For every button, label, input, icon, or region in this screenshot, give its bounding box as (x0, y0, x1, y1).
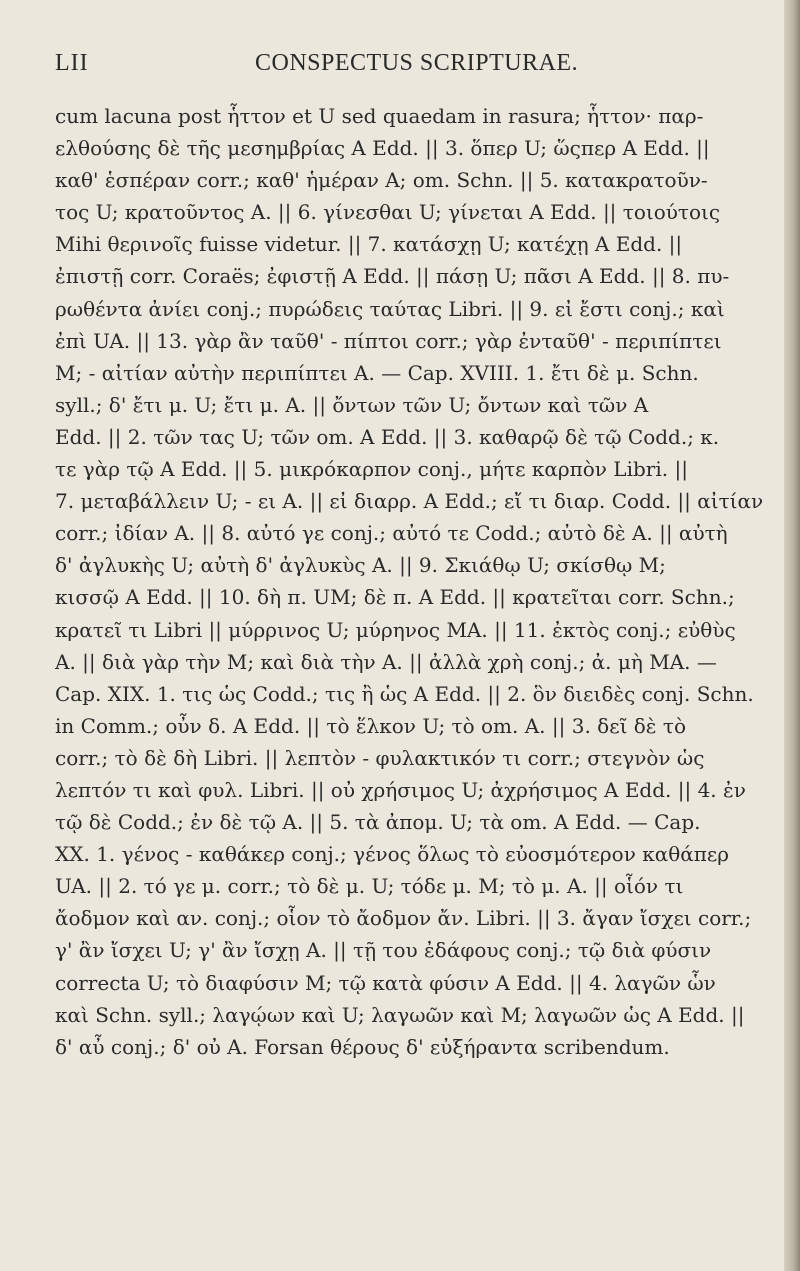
text-line: κισσῷ A Edd. || 10. δὴ π. UM; δὲ π. A Edd. || κρατεῖται corr. Schn.; (55, 585, 735, 610)
text-line: A. || διὰ γὰρ τὴν M; καὶ διὰ τὴν A. || ἀλλὰ χρὴ conj.; ἀ. μὴ MA. — (55, 649, 717, 674)
text-line: correcta U; τὸ διαφύσιν M; τῷ κατὰ φύσιν A Edd. || 4. λαγῶν ὧν (55, 970, 716, 995)
text-line: τῷ δὲ Codd.; ἐν δὲ τῷ A. || 5. τὰ ἀπομ. U; τὰ om. A Edd. — Cap. (55, 810, 701, 835)
text-line: 7. μεταβάλλειν U; - ει A. || εἰ διαρρ. A Edd.; εἴ τι διαρ. Codd. || αἰτίαν (55, 489, 764, 514)
text-line: corr.; τὸ δὲ δὴ Libri. || λεπτὸν - φυλακτικόν τι corr.; στεγνὸν ὡς (55, 745, 705, 770)
text-line: Cap. XIX. 1. τις ὡς Codd.; τις ἢ ὡς A Edd. || 2. ὃν διειδὲς conj. Schn. (55, 681, 754, 706)
text-line: ρωθέντα ἀνίει conj.; πυρώδεις ταύτας Libri. || 9. εἰ ἔστι conj.; καὶ (55, 296, 725, 321)
text-line: γ' ἂν ἴσχει U; γ' ἂν ἴσχῃ A. || τῇ του ἐδάφους conj.; τῷ διὰ φύσιν (55, 938, 712, 963)
running-title: CONSPECTUS SCRIPTURAE. (255, 50, 579, 76)
text-line: Mihi θερινοῖς fuisse videtur. || 7. κατάσχῃ U; κατέχῃ A Edd. || (55, 232, 683, 257)
text-line: XX. 1. γένος - καθάκερ conj.; γένος ὅλως τὸ εὐοσμότερον καθάπερ (55, 842, 730, 867)
text-line: Edd. || 2. τῶν τας U; τῶν om. A Edd. || 3. καθαρῷ δὲ τῷ Codd.; κ. (55, 424, 720, 449)
text-line: M; - αἰτίαν αὐτὴν περιπίπτει A. — Cap. XVIII. 1. ἔτι δὲ μ. Schn. (55, 360, 699, 385)
page-header (55, 50, 755, 84)
text-line: ἄοδμον καὶ αν. conj.; οἷον τὸ ἄοδμον ἄν. Libri. || 3. ἄγαν ἴσχει corr.; (55, 906, 752, 931)
critical-apparatus-text (55, 100, 790, 1063)
text-line: corr.; ἰδίαν A. || 8. αὐτό γε conj.; αὐτό τε Codd.; αὐτὸ δὲ A. || αὐτὴ (55, 521, 728, 546)
text-line: δ' αὖ conj.; δ' οὐ A. Forsan θέρους δ' εὐξήραντα scribendum. (55, 1034, 670, 1059)
text-line: UA. || 2. τό γε μ. corr.; τὸ δὲ μ. U; τόδε μ. M; τὸ μ. A. || οἷόν τι (55, 874, 684, 899)
text-line: καθ' ἑσπέραν corr.; καθ' ἡμέραν A; om. Schn. || 5. κατακρατοῦν- (55, 168, 708, 193)
text-line: syll.; δ' ἔτι μ. U; ἔτι μ. A. || ὄντων τῶν U; ὄντων καὶ τῶν A (55, 392, 649, 417)
text-line: ελθούσης δὲ τῆς μεσημβρίας A Edd. || 3. ὅπερ U; ὥςπερ A Edd. || (55, 136, 710, 161)
text-line: λεπτόν τι καὶ φυλ. Libri. || οὐ χρήσιμος U; ἀχρήσιμος A Edd. || 4. ἐν (55, 777, 746, 802)
text-line: in Comm.; οὖν δ. A Edd. || τὸ ἕλκον U; τὸ om. A. || 3. δεῖ δὲ τὸ (55, 713, 687, 738)
page-number: LII (55, 50, 89, 76)
text-line: δ' ἀγλυκὴς U; αὐτὴ δ' ἀγλυκὺς A. || 9. Σκιάθῳ U; σκίσθῳ M; (55, 553, 666, 578)
text-line: cum lacuna post ἧττον et U sed quaedam in rasura; ἧττον· παρ- (55, 104, 704, 128)
page-edge-shadow (784, 0, 800, 1271)
text-line: τος U; κρατοῦντος A. || 6. γίνεσθαι U; γίνεται A Edd. || τοιούτοις (55, 200, 721, 225)
text-line: ἐπὶ UA. || 13. γὰρ ἂν ταῦθ' - πίπτοι corr.; γὰρ ἐνταῦθ' - περιπίπτει (55, 328, 722, 353)
text-line: ἐπιστῇ corr. Coraës; ἐφιστῇ A Edd. || πάσῃ U; πᾶσι A Edd. || 8. πυ- (55, 264, 730, 289)
text-line: κρατεῖ τι Libri || μύρρινος U; μύρηνος MA. || 11. ἐκτὸς conj.; εὐθὺς (55, 617, 736, 642)
text-line: τε γὰρ τῷ A Edd. || 5. μικρόκαρπον conj., μήτε καρπὸν Libri. || (55, 457, 688, 482)
text-line: καὶ Schn. syll.; λαγῴων καὶ U; λαγωῶν καὶ M; λαγωῶν ὡς A Edd. || (55, 1002, 745, 1027)
